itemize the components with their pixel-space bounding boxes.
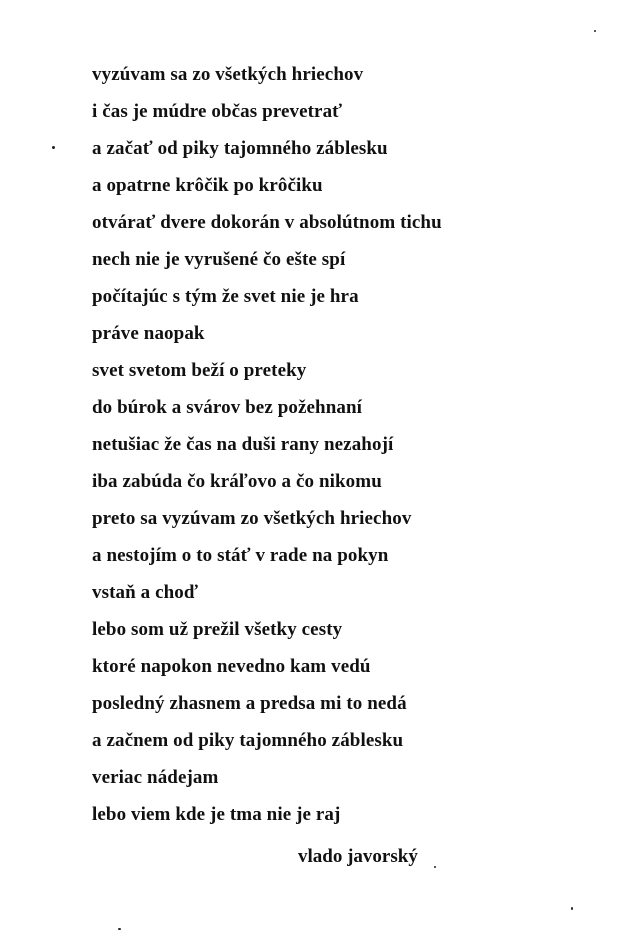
poem-line: iba zabúda čo kráľovo a čo nikomu (92, 471, 382, 492)
poem-line: lebo viem kde je tma nie je raj (92, 804, 341, 825)
poem-line: vyzúvam sa zo všetkých hriechov (92, 64, 364, 85)
poem-line: lebo som už prežil všetky cesty (92, 619, 343, 640)
scan-speck (594, 30, 596, 32)
poem-line: a nestojím o to stáť v rade na pokyn (92, 545, 389, 566)
scan-speck (118, 928, 121, 930)
poem-line: veriac nádejam (92, 767, 219, 788)
poem-line: otvárať dvere dokorán v absolútnom tichu (92, 212, 442, 233)
poem-line: vstaň a choď (92, 582, 198, 603)
poem-line: ktoré napokon nevedno kam vedú (92, 656, 371, 677)
poem-body (92, 60, 442, 837)
poem-line: práve naopak (92, 323, 205, 344)
poem-line: a začnem od piky tajomného záblesku (92, 730, 404, 751)
poem-line: a začať od piky tajomného záblesku (92, 138, 388, 159)
poem-line: posledný zhasnem a predsa mi to nedá (92, 693, 407, 714)
scan-speck (52, 146, 55, 149)
poem-line: i čas je múdre občas prevetrať (92, 101, 343, 122)
author-signature: vlado javorský (298, 846, 418, 867)
scan-speck (434, 866, 436, 868)
poem-line: netušiac že čas na duši rany nezahojí (92, 434, 394, 455)
poem-line: počítajúc s tým že svet nie je hra (92, 286, 359, 307)
poem-line: svet svetom beží o preteky (92, 360, 307, 381)
poem-line: preto sa vyzúvam zo všetkých hriechov (92, 508, 412, 529)
scan-speck (571, 907, 573, 910)
poem-line: do búrok a svárov bez požehnaní (92, 397, 363, 418)
poem-line: nech nie je vyrušené čo ešte spí (92, 249, 346, 270)
poem-line: a opatrne krôčik po krôčiku (92, 175, 323, 196)
